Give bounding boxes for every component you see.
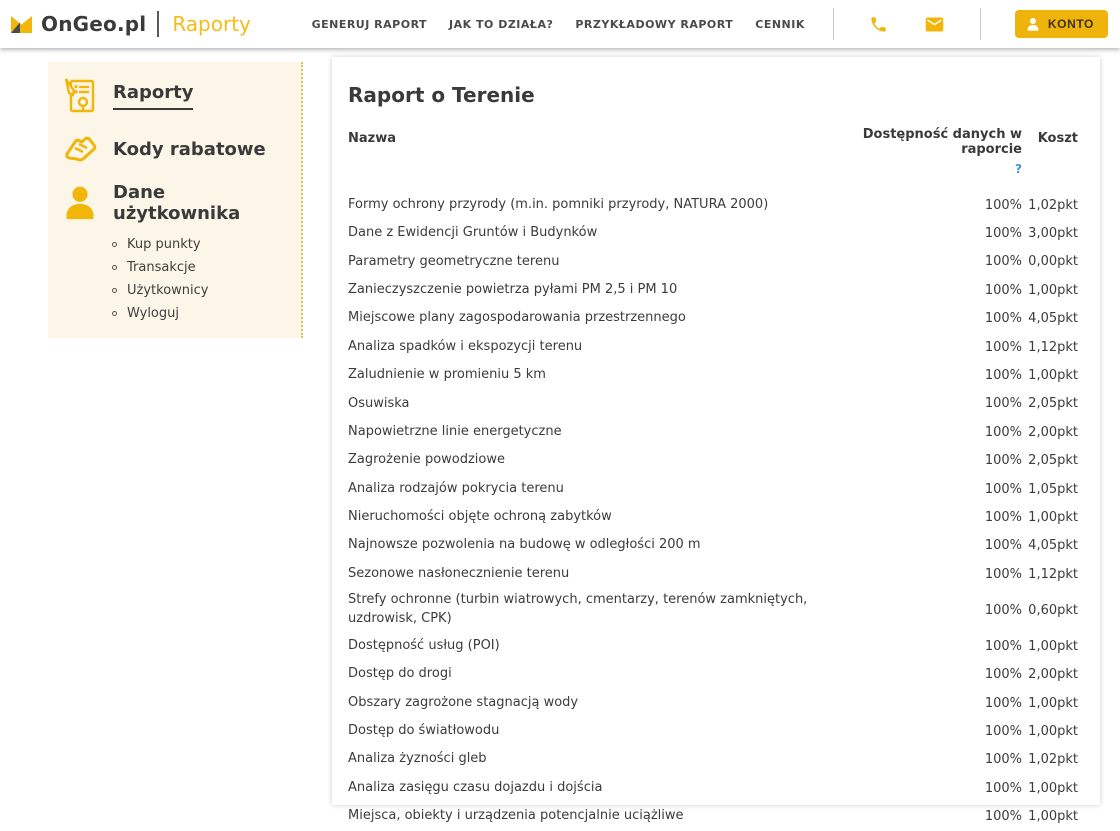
bullet-icon: [112, 311, 117, 316]
row-name: Miejsca, obiekty i urządzenia potencjalnie uciążliwe: [348, 808, 684, 824]
table-header: [348, 127, 1078, 177]
sidebar-subitem-uzytkownicy[interactable]: [112, 283, 291, 298]
row-name: Sezonowe nasłonecznienie terenu: [348, 565, 570, 581]
row-name: Dostępność usług (POI): [348, 637, 500, 653]
row-name: Analiza rodzajów pokrycia terenu: [348, 480, 564, 496]
row-name: Nieruchomości objęte ochroną zabytków: [348, 509, 612, 525]
row-name: Napowietrzne linie energetyczne: [348, 423, 562, 439]
row-name: Parametry geometryczne terenu: [348, 253, 560, 269]
row-cost: 0,60pkt: [1028, 602, 1078, 618]
row-availability: 100%: [984, 538, 1022, 554]
column-header-nazwa: Nazwa: [348, 131, 397, 146]
row-cost: 1,02pkt: [1028, 752, 1078, 768]
column-header-availability: Dostępność danych w raporcie: [862, 127, 1022, 157]
sidebar: [48, 62, 303, 338]
row-availability: 100%: [984, 602, 1022, 618]
row-name: Formy ochrony przyrody (m.in. pomniki przyrody, NATURA 2000): [348, 196, 769, 212]
table-row: [348, 390, 1078, 418]
row-cost: 1,00pkt: [1028, 724, 1078, 740]
table-row: [348, 746, 1078, 774]
top-header: [0, 0, 1120, 48]
bullet-icon: [112, 242, 117, 247]
row-name: Analiza zasięgu czasu dojazdu i dojścia: [348, 779, 603, 795]
row-name: Zaludnienie w promieniu 5 km: [348, 367, 546, 383]
table-row: [348, 475, 1078, 503]
row-availability: 100%: [984, 226, 1022, 242]
sidebar-item-label: Raporty: [113, 82, 193, 110]
row-availability: 100%: [984, 424, 1022, 440]
row-availability: 100%: [984, 724, 1022, 740]
row-availability: 100%: [984, 197, 1022, 213]
table-row: [348, 774, 1078, 802]
page-title: Raport o Terenie: [348, 83, 535, 107]
sidebar-item-dane-uzytkownika[interactable]: [60, 182, 291, 224]
row-availability: 100%: [984, 509, 1022, 525]
table-row: [348, 532, 1078, 560]
user-icon: [60, 183, 100, 223]
row-name: Obszary zagrożone stagnacją wody: [348, 694, 579, 710]
row-name: Miejscowe plany zagospodarowania przestrzennego: [348, 310, 686, 326]
row-availability: 100%: [984, 282, 1022, 298]
row-cost: 1,00pkt: [1028, 368, 1078, 384]
table-row: [348, 588, 1078, 632]
row-availability: 100%: [984, 254, 1022, 270]
table-row: [348, 689, 1078, 717]
table-row: [348, 717, 1078, 745]
row-name: Zagrożenie powodziowe: [348, 452, 506, 468]
row-cost: 1,00pkt: [1028, 809, 1078, 825]
account-button-label: KONTO: [1047, 17, 1094, 31]
row-cost: 2,00pkt: [1028, 667, 1078, 683]
brand-name: OnGeo.pl: [41, 12, 147, 36]
row-cost: 1,12pkt: [1028, 339, 1078, 355]
report-table-body: [348, 191, 1078, 831]
row-cost: 1,02pkt: [1028, 197, 1078, 213]
row-availability: 100%: [984, 396, 1022, 412]
table-row: [348, 361, 1078, 389]
row-availability: 100%: [984, 695, 1022, 711]
table-row: [348, 191, 1078, 219]
row-availability: 100%: [984, 809, 1022, 825]
row-cost: 2,05pkt: [1028, 453, 1078, 469]
discount-icon: [60, 129, 100, 169]
nav-cennik[interactable]: CENNIK: [755, 17, 805, 31]
brand-logo[interactable]: [0, 11, 251, 37]
row-availability: 100%: [984, 368, 1022, 384]
ongeo-logo-icon: [10, 14, 34, 34]
row-name: Dane z Ewidencji Gruntów i Budynków: [348, 225, 598, 241]
sidebar-subitem-wyloguj[interactable]: [112, 306, 291, 321]
nav-przykladowy-raport[interactable]: PRZYKŁADOWY RAPORT: [575, 17, 734, 31]
nav-jak-to-dziala[interactable]: JAK TO DZIAŁA?: [449, 17, 554, 31]
mail-icon[interactable]: [924, 13, 946, 35]
sidebar-subitem-label: Użytkownicy: [127, 283, 209, 298]
sidebar-item-label: Kody rabatowe: [113, 138, 266, 160]
phone-icon[interactable]: [868, 13, 890, 35]
row-availability: 100%: [984, 638, 1022, 654]
row-cost: 1,00pkt: [1028, 695, 1078, 711]
row-name: Osuwiska: [348, 395, 410, 411]
table-row: [348, 276, 1078, 304]
row-availability: 100%: [984, 453, 1022, 469]
row-cost: 0,00pkt: [1028, 254, 1078, 270]
sidebar-item-kody-rabatowe[interactable]: [60, 129, 291, 169]
row-availability: 100%: [984, 481, 1022, 497]
row-name: Analiza spadków i ekspozycji terenu: [348, 338, 583, 354]
table-row: [348, 447, 1078, 475]
sidebar-item-label: Dane użytkownika: [113, 182, 241, 224]
row-cost: 4,05pkt: [1028, 538, 1078, 554]
sidebar-subitem-kup-punkty[interactable]: [112, 237, 291, 252]
table-row: [348, 560, 1078, 588]
user-icon: [1025, 16, 1041, 32]
sidebar-sublist: [112, 237, 291, 321]
table-row: [348, 803, 1078, 831]
top-navigation: [312, 8, 1120, 40]
row-name: Dostęp do światłowodu: [348, 723, 500, 739]
nav-generuj-raport[interactable]: GENERUJ RAPORT: [311, 17, 428, 31]
table-row: [348, 418, 1078, 446]
row-availability: 100%: [984, 752, 1022, 768]
row-availability: 100%: [984, 566, 1022, 582]
table-row: [348, 661, 1078, 689]
brand-product: Raporty: [172, 12, 251, 36]
row-availability: 100%: [984, 667, 1022, 683]
row-availability: 100%: [984, 339, 1022, 355]
row-name: Analiza żyzności gleb: [348, 751, 487, 767]
table-row: [348, 219, 1078, 247]
table-row: [348, 632, 1078, 660]
table-row: [348, 248, 1078, 276]
row-cost: 1,12pkt: [1028, 566, 1078, 582]
sidebar-subitem-label: Wyloguj: [127, 306, 179, 321]
sidebar-item-raporty[interactable]: [60, 76, 291, 116]
row-cost: 2,00pkt: [1028, 424, 1078, 440]
row-cost: 4,05pkt: [1028, 311, 1078, 327]
row-name: Dostęp do drogi: [348, 666, 452, 682]
sidebar-subitem-transakcje[interactable]: [112, 260, 291, 275]
row-cost: 1,00pkt: [1028, 780, 1078, 796]
account-button[interactable]: [1015, 10, 1108, 38]
column-header-koszt: Koszt: [1037, 131, 1078, 146]
logo-divider: [157, 11, 159, 37]
help-icon[interactable]: ?: [1015, 162, 1022, 176]
bullet-icon: [112, 288, 117, 293]
sidebar-subitem-label: Kup punkty: [127, 237, 201, 252]
bullet-icon: [112, 265, 117, 270]
row-cost: 1,00pkt: [1028, 638, 1078, 654]
header-divider: [833, 8, 834, 40]
header-divider: [980, 8, 981, 40]
row-availability: 100%: [984, 780, 1022, 796]
report-icon: [60, 76, 100, 116]
row-name: Zanieczyszczenie powietrza pyłami PM 2,5 i PM 10: [348, 281, 678, 297]
row-cost: 1,05pkt: [1028, 481, 1078, 497]
table-row: [348, 305, 1078, 333]
table-row: [348, 503, 1078, 531]
sidebar-subitem-label: Transakcje: [127, 260, 196, 275]
table-row: [348, 333, 1078, 361]
main-content: [332, 57, 1100, 825]
row-name: Najnowsze pozwolenia na budowę w odległości 200 m: [348, 537, 701, 553]
row-cost: 3,00pkt: [1028, 226, 1078, 242]
row-name: Strefy ochronne (turbin wiatrowych, cmentarzy, terenów zamkniętych, uzdrowisk, CPK): [348, 592, 808, 627]
row-cost: 2,05pkt: [1028, 396, 1078, 412]
row-cost: 1,00pkt: [1028, 509, 1078, 525]
row-cost: 1,00pkt: [1028, 282, 1078, 298]
row-availability: 100%: [984, 311, 1022, 327]
